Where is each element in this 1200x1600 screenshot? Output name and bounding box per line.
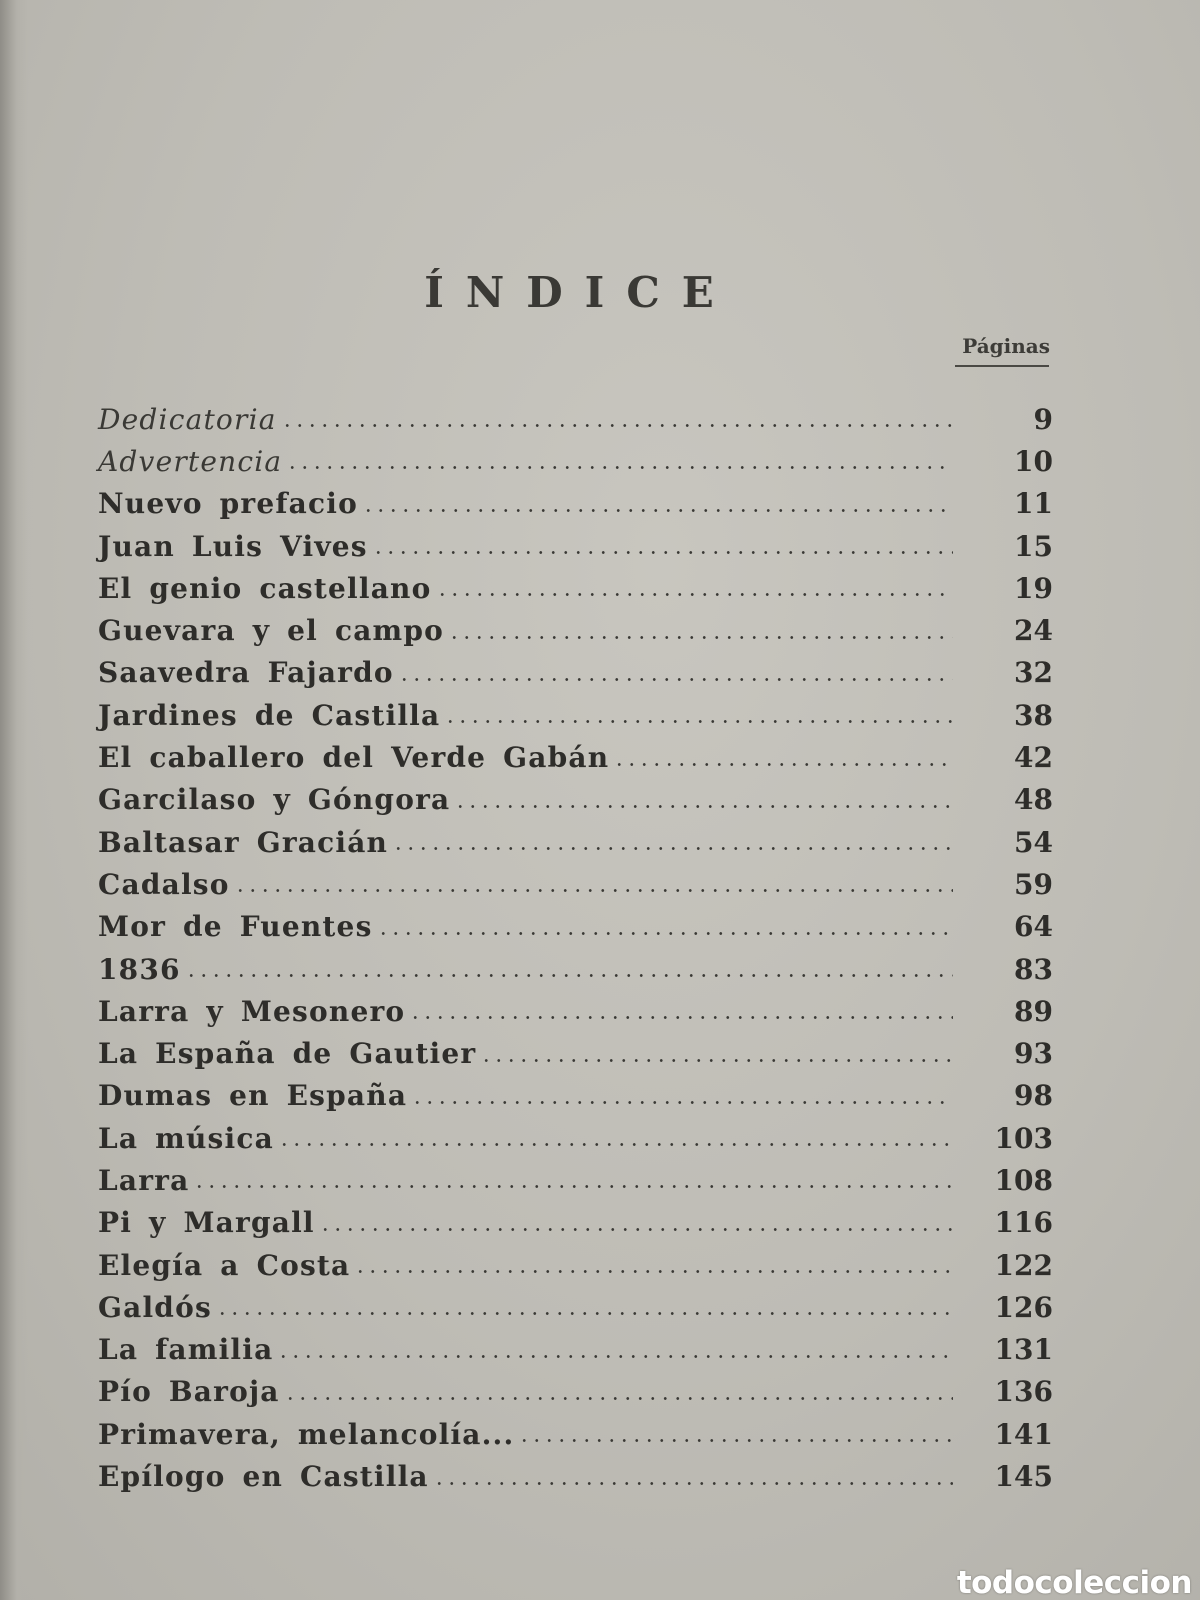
spine-shadow (0, 0, 28, 1600)
toc-entry-page-number: 83 (1014, 952, 1053, 986)
dot-leader (185, 955, 953, 983)
toc-entry (98, 1413, 1053, 1455)
toc-entry (98, 948, 1053, 990)
toc-entry-title: Saavedra Fajardo (98, 656, 394, 690)
dot-leader (444, 701, 953, 729)
dot-leader (613, 744, 953, 772)
dot-leader (193, 1166, 953, 1194)
toc-entry-page-number: 59 (1014, 867, 1053, 901)
toc-entry-title: Galdós (98, 1290, 212, 1324)
toc-entry-title: Mor de Fuentes (98, 910, 373, 944)
dot-leader (234, 870, 953, 898)
dot-leader (278, 1124, 953, 1152)
toc-entry (98, 694, 1053, 736)
toc-entry-page-number: 42 (1014, 741, 1053, 775)
toc-entry-title: Baltasar Gracián (98, 825, 389, 859)
toc-entry-page-number: 108 (994, 1163, 1053, 1197)
toc-entry-page-number: 9 (1033, 402, 1053, 436)
toc-entry (98, 1455, 1053, 1497)
toc-entry-title: Cadalso (98, 867, 230, 901)
toc-entry (98, 567, 1053, 609)
toc-entry-title: Dumas en España (98, 1079, 408, 1113)
toc-entry-page-number: 122 (994, 1248, 1053, 1282)
toc-entry-title: Larra (98, 1163, 190, 1197)
toc-entry (98, 1329, 1053, 1371)
dot-leader (409, 997, 953, 1025)
toc-entry-title: Pi y Margall (98, 1206, 315, 1240)
toc-entry (98, 863, 1053, 905)
dot-leader (277, 1336, 953, 1364)
dot-leader (411, 1082, 953, 1110)
dot-leader (216, 1293, 953, 1321)
toc-entry (98, 821, 1053, 863)
toc-entry-page-number: 19 (1014, 571, 1053, 605)
dot-leader (281, 405, 953, 433)
toc-entry (98, 440, 1053, 482)
toc-entry-page-number: 116 (994, 1206, 1053, 1240)
toc-entry (98, 1075, 1053, 1117)
toc-entry-page-number: 93 (1014, 1037, 1053, 1071)
toc-entry (98, 398, 1053, 440)
toc-entry (98, 1032, 1053, 1074)
toc-entry-title: El caballero del Verde Gabán (98, 741, 610, 775)
dot-leader (319, 1209, 953, 1237)
toc-entry (98, 1117, 1053, 1159)
toc-entry-title: Jardines de Castilla (98, 698, 441, 732)
toc-entry (98, 483, 1053, 525)
toc-entry-page-number: 126 (994, 1290, 1053, 1324)
toc-entry-title: Advertencia (98, 444, 283, 478)
dot-leader (436, 574, 954, 602)
dot-leader (362, 490, 953, 518)
toc-entry (98, 1159, 1053, 1201)
page-title: ÍNDICE (424, 268, 736, 317)
toc-entry (98, 736, 1053, 778)
toc-entry-page-number: 141 (994, 1417, 1053, 1451)
dot-leader (354, 1251, 953, 1279)
toc-entry (98, 906, 1053, 948)
dot-leader (286, 447, 953, 475)
toc-entry (98, 990, 1053, 1032)
toc-entry (98, 1286, 1053, 1328)
dot-leader (377, 913, 953, 941)
watermark: todocoleccion (956, 1565, 1192, 1600)
dot-leader (454, 786, 953, 814)
dot-leader (518, 1420, 953, 1448)
toc-entry-page-number: 131 (994, 1333, 1053, 1367)
toc-entry-page-number: 38 (1014, 698, 1053, 732)
toc-entry-title: Elegía a Costa (98, 1248, 351, 1282)
toc-entry-title: Nuevo prefacio (98, 487, 358, 521)
toc-entry (98, 525, 1053, 567)
dot-leader (448, 617, 953, 645)
toc-entry-title: La familia (98, 1333, 274, 1367)
toc-entry-title: 1836 (98, 952, 181, 986)
toc-entry-page-number: 48 (1014, 783, 1053, 817)
pages-header-rule (955, 365, 1049, 367)
toc-entry (98, 779, 1053, 821)
toc-entry-page-number: 54 (1014, 825, 1053, 859)
toc-entry-title: Pío Baroja (98, 1375, 280, 1409)
toc-entry-page-number: 15 (1014, 529, 1053, 563)
toc-entry (98, 1202, 1053, 1244)
toc-entry (98, 1244, 1053, 1286)
dot-leader (372, 532, 953, 560)
dot-leader (480, 1040, 953, 1068)
toc-entry-page-number: 98 (1014, 1079, 1053, 1113)
dot-leader (392, 828, 953, 856)
toc-entry-title: Larra y Mesonero (98, 994, 406, 1028)
toc-entry (98, 1371, 1053, 1413)
dot-leader (284, 1378, 953, 1406)
toc-entry-title: El genio castellano (98, 571, 432, 605)
dot-leader (433, 1463, 953, 1491)
toc-entry-title: Dedicatoria (98, 402, 277, 436)
table-of-contents (98, 398, 1053, 1498)
toc-entry-page-number: 103 (994, 1121, 1053, 1155)
toc-entry-title: Juan Luis Vives (98, 529, 368, 563)
toc-entry (98, 652, 1053, 694)
toc-entry-page-number: 64 (1014, 910, 1053, 944)
toc-entry-page-number: 11 (1014, 487, 1053, 521)
dot-leader (398, 659, 953, 687)
toc-entry-title: Primavera, melancolía... (98, 1417, 515, 1451)
toc-entry-title: Guevara y el campo (98, 614, 445, 648)
toc-entry-title: La música (98, 1121, 274, 1155)
toc-entry-title: La España de Gautier (98, 1037, 477, 1071)
toc-entry-page-number: 24 (1014, 614, 1053, 648)
pages-column-header: Páginas (962, 334, 1050, 358)
toc-entry-page-number: 136 (994, 1375, 1053, 1409)
toc-entry-page-number: 145 (994, 1460, 1053, 1494)
toc-entry-title: Epílogo en Castilla (98, 1460, 429, 1494)
toc-entry-page-number: 10 (1014, 444, 1053, 478)
toc-entry-page-number: 89 (1014, 994, 1053, 1028)
toc-entry-title: Garcilaso y Góngora (98, 783, 451, 817)
toc-entry-page-number: 32 (1014, 656, 1053, 690)
toc-entry (98, 609, 1053, 651)
